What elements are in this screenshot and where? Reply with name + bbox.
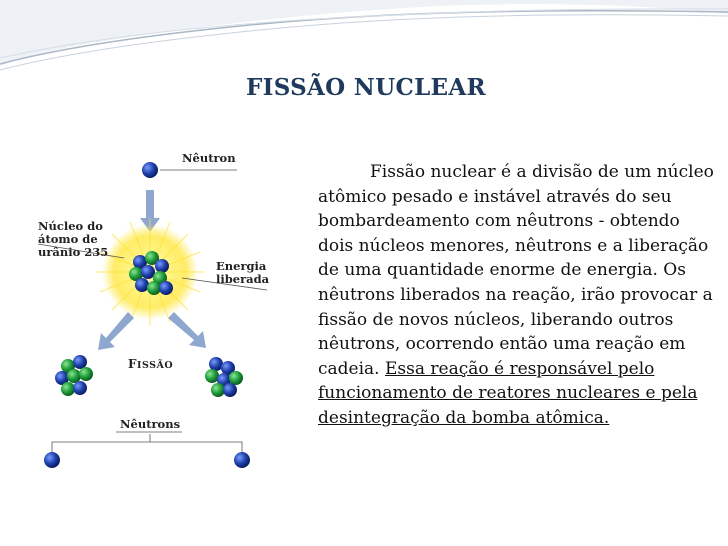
label-energy-released: Energia liberada — [216, 259, 270, 286]
label-uranium-nucleus: Núcleo do átomo de urânio 235 — [38, 219, 109, 259]
fission-diagram — [32, 140, 292, 480]
label-neutrons: Nêutrons — [120, 417, 181, 431]
released-neutron-right — [234, 452, 250, 468]
arrow-down-left — [98, 312, 134, 350]
arrow-down-right — [168, 312, 206, 348]
label-neutron: Nêutron — [182, 151, 236, 165]
neutrons-bracket — [52, 442, 242, 452]
fission-fragment-left — [55, 355, 93, 396]
paragraph-underlined: Essa reação é responsável pelo funcionamento de reatores nucleares e pela desintegração da bomba atômica. — [318, 358, 698, 428]
released-neutron-left — [44, 452, 60, 468]
label-fission-initial: F — [128, 357, 138, 371]
body-paragraph — [318, 160, 718, 431]
incoming-neutron — [142, 162, 158, 178]
top-wave-decoration — [0, 0, 728, 80]
label-fission — [128, 358, 173, 372]
slide-title: FISSÃO NUCLEAR — [246, 74, 486, 101]
label-fission-rest: ISSÃO — [137, 360, 174, 371]
fission-fragment-right — [205, 357, 243, 397]
paragraph-main: Fissão nuclear é a divisão de um núcleo atômico pesado e instável através do seu bombardeamento com nêutrons - obtendo dois núcleos menores, nêutrons e a liberação de uma quantidade enorme de energia. Os nêutrons liberados na reação, irão provocar a fissão de novos núcleos, liberando outros nêutrons, ocorrendo então uma reação em cadeia. — [318, 162, 714, 379]
